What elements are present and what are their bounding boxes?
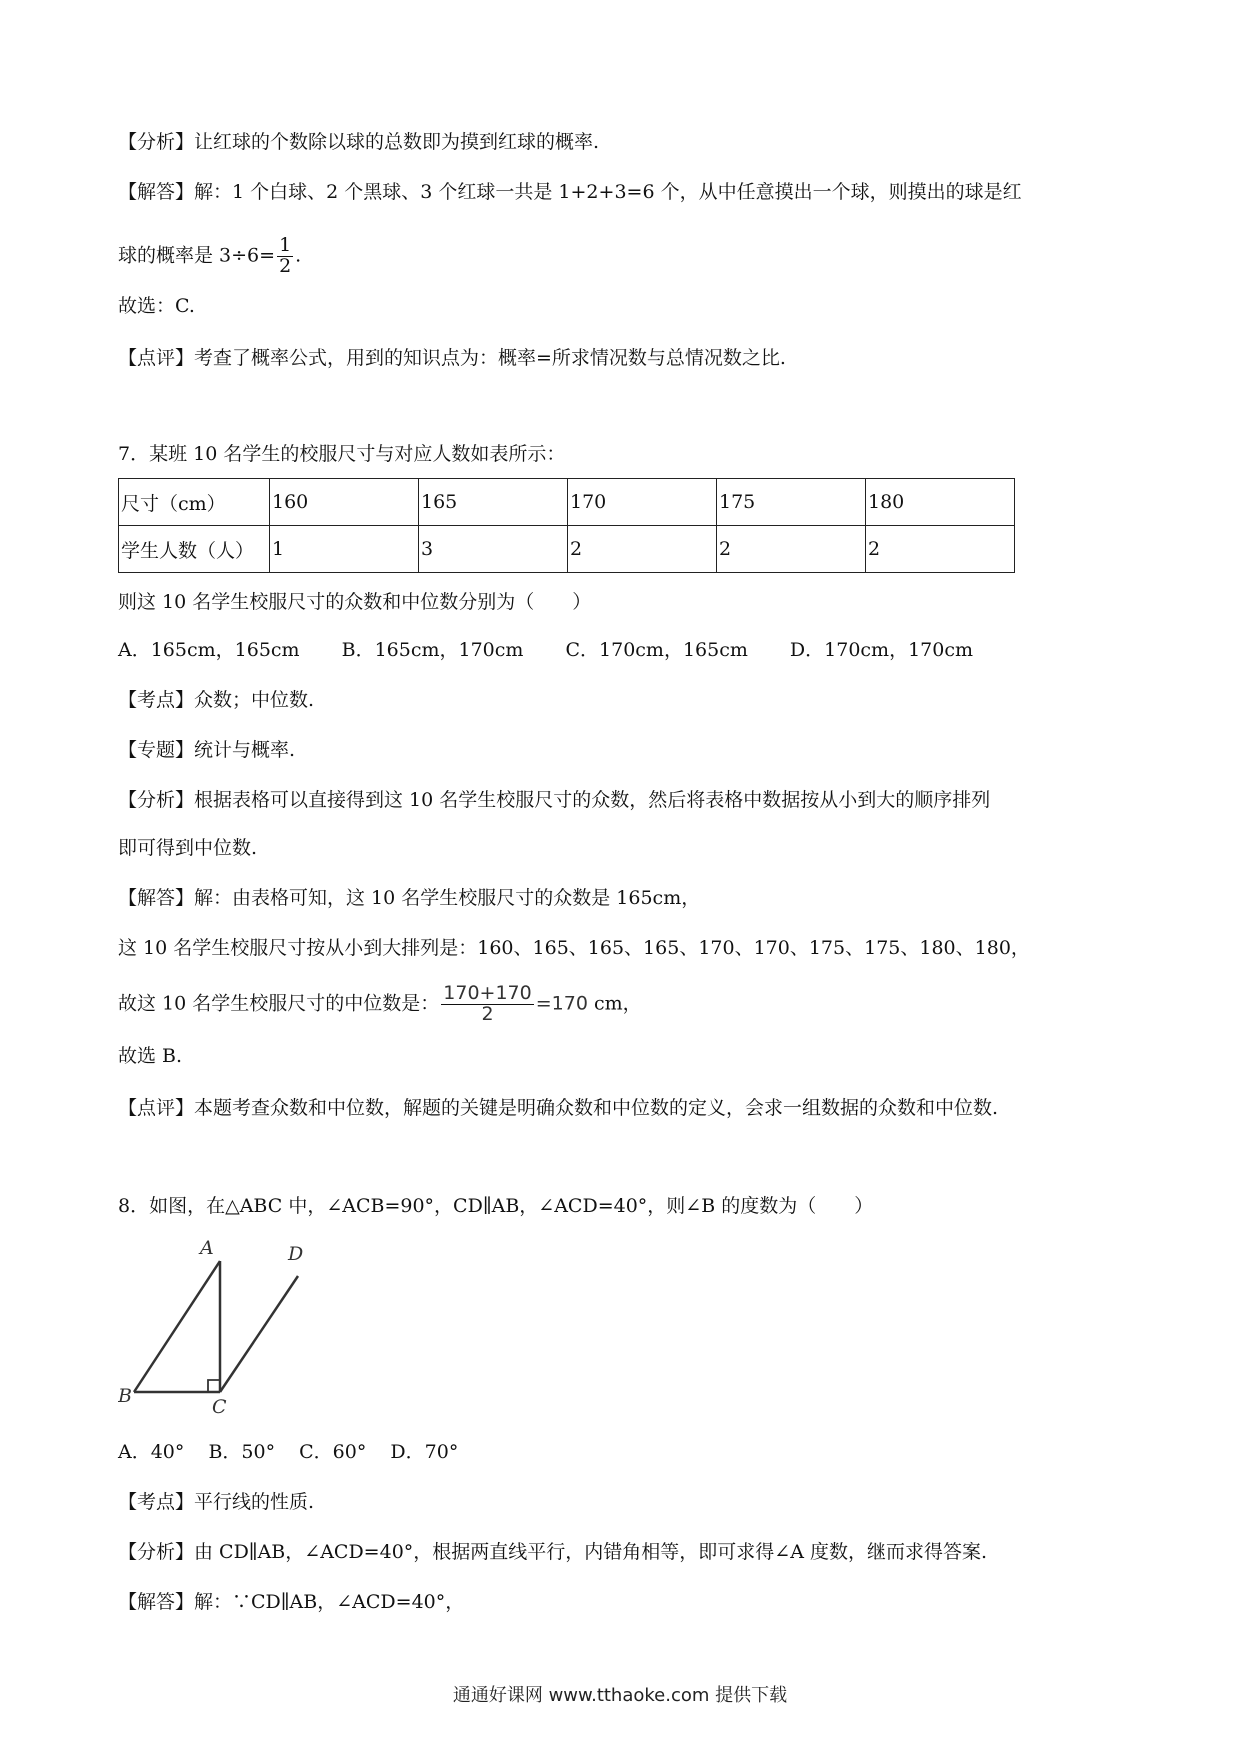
q7-fraction-numerator: 170+170 bbox=[443, 982, 532, 1004]
q7-options bbox=[118, 636, 1009, 664]
option-b: B．50° bbox=[208, 1441, 276, 1463]
q7-fraction-result: =170 bbox=[535, 992, 588, 1015]
q6-solution-line2 bbox=[118, 236, 301, 277]
line-cd bbox=[220, 1276, 298, 1392]
table-row-header: 学生人数（人） bbox=[119, 526, 270, 573]
q6-fraction bbox=[277, 236, 293, 277]
option-c: C．60° bbox=[299, 1441, 367, 1463]
q7-comment: 【点评】本题考查众数和中位数，解题的关键是明确众数和中位数的定义，会求一组数据的众数和中位数. bbox=[118, 1097, 999, 1119]
q6-solution-end: . bbox=[295, 244, 302, 267]
table-cell: 2 bbox=[568, 526, 717, 573]
size-table bbox=[118, 478, 1015, 573]
option-a: A．40° bbox=[118, 1441, 185, 1463]
q8-kaodian: 【考点】平行线的性质. bbox=[118, 1491, 315, 1513]
q8-analysis: 【分析】由 CD∥AB，∠ACD=40°，根据两直线平行，内错角相等，即可求得∠A 度数，继而求得答案. bbox=[118, 1541, 988, 1563]
table-row bbox=[119, 526, 1015, 573]
q7-analysis-line2: 即可得到中位数. bbox=[118, 837, 258, 859]
q7-solution-end: cm， bbox=[587, 992, 642, 1015]
page-footer: 通通好课网 www.tthaoke.com 提供下载 bbox=[452, 1685, 788, 1706]
option-c: C．170cm，165cm bbox=[565, 639, 748, 661]
q8-stem: 8．如图，在△ABC 中，∠ACB=90°，CD∥AB，∠ACD=40°，则∠B 的度数为（ ） bbox=[118, 1195, 874, 1217]
q6-solution-line1: 【解答】解：1 个白球、2 个黑球、3 个红球一共是 1+2+3=6 个，从中任意摸出一个球，则摸出的球是红 bbox=[118, 181, 1022, 203]
q7-fraction bbox=[441, 984, 533, 1025]
table-cell: 2 bbox=[866, 526, 1015, 573]
option-d: D．170cm，170cm bbox=[789, 639, 974, 661]
option-a: A．165cm，165cm bbox=[118, 639, 300, 661]
q7-solution-line2: 这 10 名学生校服尺寸按从小到大排列是：160、165、165、165、170、170、175、175、180、180， bbox=[118, 937, 1030, 959]
side-ab bbox=[134, 1261, 220, 1392]
q7-kaodian: 【考点】众数；中位数. bbox=[118, 689, 315, 711]
q6-solution-text: 球的概率是 3÷6= bbox=[118, 244, 276, 267]
table-cell: 1 bbox=[270, 526, 419, 573]
q6-fraction-denominator: 2 bbox=[279, 254, 292, 277]
triangle-figure bbox=[118, 1196, 318, 1416]
q7-analysis-line1: 【分析】根据表格可以直接得到这 10 名学生校服尺寸的众数，然后将表格中数据按从小到大的顺序排列 bbox=[118, 789, 991, 811]
table-cell: 160 bbox=[270, 479, 419, 526]
q7-question: 则这 10 名学生校服尺寸的众数和中位数分别为（ ） bbox=[118, 591, 592, 613]
q7-fraction-denominator: 2 bbox=[481, 1002, 494, 1025]
table-cell: 2 bbox=[717, 526, 866, 573]
table-cell: 170 bbox=[568, 479, 717, 526]
q6-fraction-numerator: 1 bbox=[279, 234, 292, 256]
q8-options bbox=[118, 1438, 476, 1466]
q7-stem: 7．某班 10 名学生的校服尺寸与对应人数如表所示： bbox=[118, 443, 566, 465]
label-c: C bbox=[212, 1396, 227, 1416]
table-cell: 165 bbox=[419, 479, 568, 526]
q6-choice: 故选：C. bbox=[118, 295, 195, 317]
q6-comment: 【点评】考查了概率公式，用到的知识点为：概率=所求情况数与总情况数之比. bbox=[118, 347, 786, 369]
table-row-header: 尺寸（cm） bbox=[119, 479, 270, 526]
table-cell: 180 bbox=[866, 479, 1015, 526]
table-cell: 175 bbox=[717, 479, 866, 526]
q8-solution-line1: 【解答】解：∵CD∥AB，∠ACD=40°， bbox=[118, 1591, 465, 1613]
right-angle-mark bbox=[208, 1380, 220, 1392]
label-b: B bbox=[118, 1385, 132, 1407]
option-d: D．70° bbox=[390, 1441, 459, 1463]
label-a: A bbox=[200, 1237, 214, 1259]
q7-zhuanti: 【专题】统计与概率. bbox=[118, 739, 296, 761]
q6-analysis: 【分析】让红球的个数除以球的总数即为摸到红球的概率. bbox=[118, 131, 600, 153]
table-cell: 3 bbox=[419, 526, 568, 573]
q7-solution-line3 bbox=[118, 984, 642, 1025]
q7-solution-text: 故这 10 名学生校服尺寸的中位数是： bbox=[118, 992, 440, 1015]
q7-solution-line1: 【解答】解：由表格可知，这 10 名学生校服尺寸的众数是 165cm， bbox=[118, 887, 701, 909]
table-row bbox=[119, 479, 1015, 526]
label-d: D bbox=[288, 1243, 304, 1265]
q7-choice: 故选 B. bbox=[118, 1045, 183, 1067]
option-b: B．165cm，170cm bbox=[341, 639, 524, 661]
